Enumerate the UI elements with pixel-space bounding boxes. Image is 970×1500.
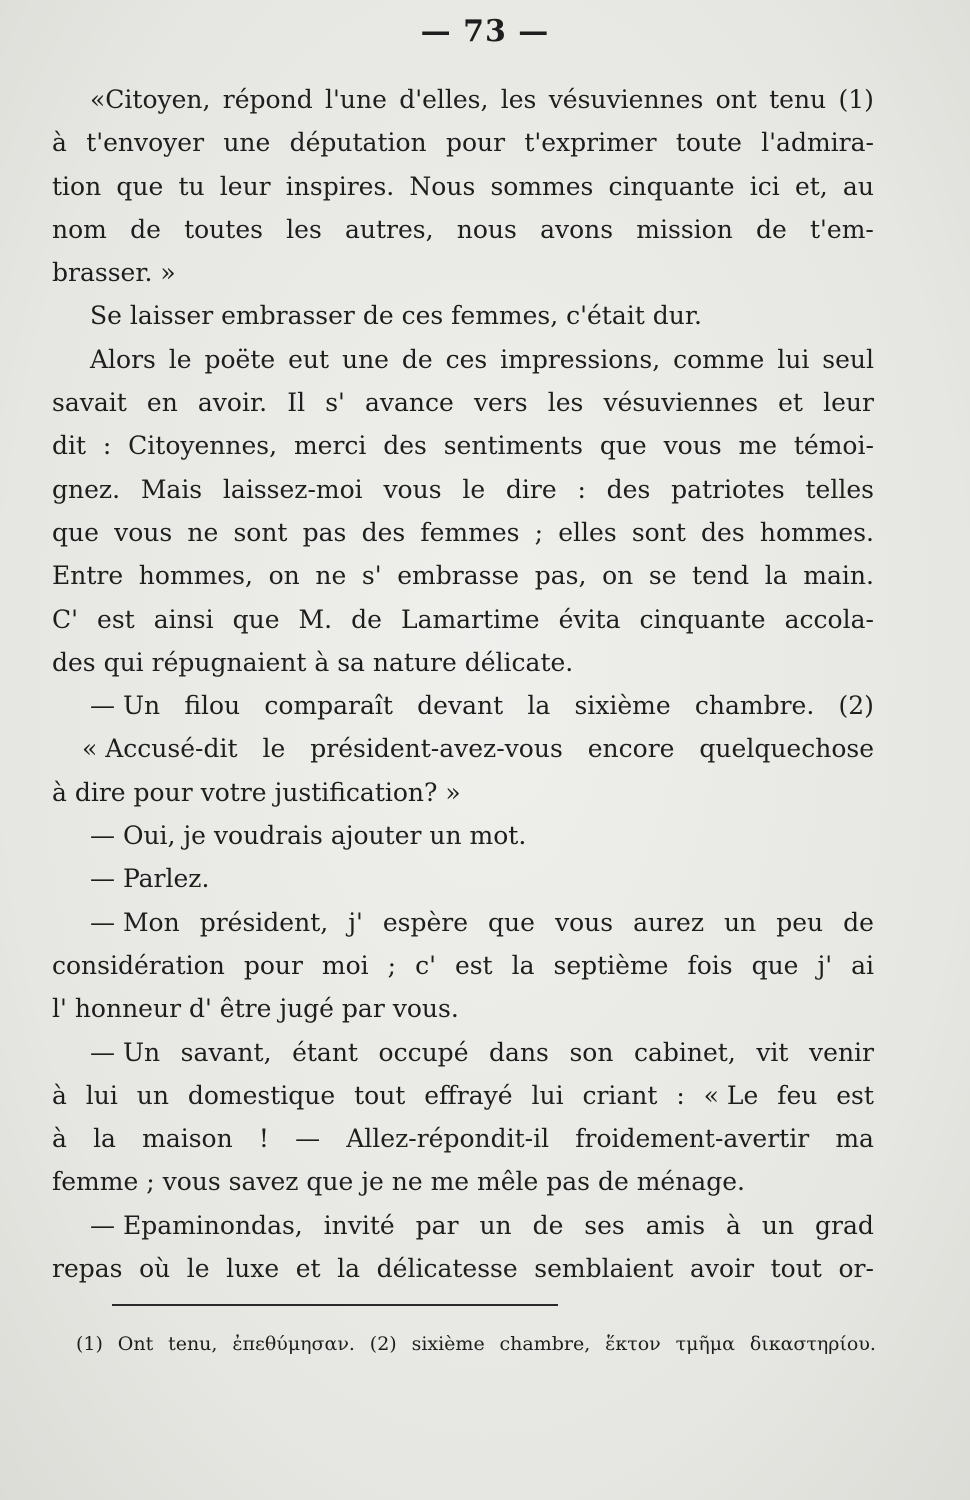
word: que — [488, 907, 535, 937]
word: « Accusé-dit — [82, 734, 238, 764]
word: d'elles, — [399, 85, 489, 114]
footnote-rule — [112, 1304, 558, 1306]
word: c' — [415, 950, 436, 980]
text-line — [52, 294, 874, 337]
footnote-word: chambre, — [499, 1333, 591, 1355]
word: Mais — [140, 474, 203, 504]
word: — Parlez. — [90, 864, 210, 894]
word: s' — [361, 561, 382, 591]
word: sommes — [490, 171, 594, 201]
word: inspires. — [285, 171, 395, 201]
text-line — [52, 857, 874, 900]
word: — Oui, je voudrais ajouter un mot. — [90, 821, 527, 851]
word: Allez-répondit-il — [346, 1124, 550, 1154]
word: maison — [142, 1124, 233, 1154]
word: témoi- — [793, 431, 874, 461]
word: t'exprimer — [524, 128, 657, 158]
text-line — [52, 771, 874, 814]
word: seul — [822, 344, 874, 374]
word: la — [93, 1124, 116, 1154]
word: invité — [323, 1210, 395, 1240]
word: où — [139, 1254, 171, 1284]
text-line — [52, 1117, 874, 1160]
page-number: — 73 — — [420, 14, 550, 49]
word: poëte — [204, 344, 276, 374]
word: la — [764, 561, 788, 591]
word: chambre. — [694, 691, 815, 721]
footnote-word: tenu, — [168, 1333, 218, 1355]
word: toute — [675, 128, 742, 158]
text-line — [52, 1074, 874, 1117]
footnote-word: τμῆμα — [675, 1333, 735, 1355]
word: sentiments — [443, 431, 583, 461]
word: hommes, — [138, 561, 253, 591]
word: : — [676, 1080, 685, 1110]
word: leur — [823, 388, 874, 418]
word: le — [262, 734, 286, 764]
word: savait — [52, 388, 127, 418]
word: venir — [809, 1037, 874, 1067]
word: sont — [233, 517, 288, 547]
word: Alors — [90, 344, 156, 374]
word: moi — [321, 950, 369, 980]
word: patriotes — [671, 474, 785, 504]
text-line — [52, 554, 874, 597]
word: vous — [114, 517, 173, 547]
word: au — [842, 171, 874, 201]
word: par — [415, 1210, 459, 1240]
word: froidement-avertir — [575, 1124, 810, 1154]
word: ai — [851, 950, 874, 980]
word: gnez. — [52, 474, 121, 504]
word: brasser. » — [52, 258, 176, 288]
word: repas — [52, 1254, 123, 1284]
word: Citoyennes, — [128, 431, 278, 461]
word: amis — [645, 1210, 706, 1240]
word: considération — [52, 950, 225, 980]
text-line — [52, 814, 874, 857]
word: eut — [288, 344, 330, 374]
page-body — [52, 78, 874, 1290]
word: s' — [325, 388, 345, 418]
word: toutes — [184, 214, 263, 244]
text-line — [52, 684, 874, 727]
word: peu — [776, 907, 824, 937]
word: luxe — [226, 1254, 280, 1284]
word: répond — [222, 85, 313, 114]
word: à — [52, 128, 67, 158]
text-line — [52, 901, 874, 944]
word: des — [383, 431, 427, 461]
word: ses — [584, 1210, 625, 1240]
word: fois — [687, 950, 733, 980]
word: vésuviennes — [603, 388, 759, 418]
word: que — [599, 431, 647, 461]
word: de — [843, 907, 874, 937]
word: ne — [315, 561, 347, 591]
word: à — [52, 1080, 67, 1110]
word: lui — [777, 344, 810, 374]
word: le — [462, 474, 486, 504]
word: et, — [794, 171, 828, 201]
word: (2) — [838, 691, 874, 721]
word: ici — [749, 171, 780, 201]
word: : — [102, 431, 112, 461]
word: pas, — [534, 561, 587, 591]
word: sont — [631, 517, 686, 547]
word: un — [724, 907, 757, 937]
word: le — [186, 1254, 210, 1284]
word: femme ; vous savez que je ne me mêle pas de ménage. — [52, 1167, 745, 1197]
word: les — [286, 214, 322, 244]
footnote-word: ἕκτον — [605, 1333, 661, 1355]
word: quelquechose — [699, 734, 874, 764]
word: vers — [473, 388, 528, 418]
word: ma — [835, 1124, 874, 1154]
word: le — [168, 344, 192, 374]
word: filou — [184, 691, 241, 721]
word: Entre — [52, 561, 124, 591]
word: dit — [52, 431, 87, 461]
word: avoir — [690, 1254, 755, 1284]
word: elles — [558, 517, 617, 547]
word: pour — [243, 950, 303, 980]
word: un — [136, 1080, 169, 1110]
word: députation — [289, 128, 427, 158]
word: tout — [770, 1254, 822, 1284]
word: ont — [715, 85, 757, 114]
word: femmes — [420, 517, 520, 547]
word: est — [97, 604, 135, 634]
word: main. — [803, 561, 874, 591]
word: domestique — [187, 1080, 336, 1110]
word: (1) — [838, 85, 874, 114]
word: — Mon — [90, 907, 180, 937]
word: M. — [298, 604, 333, 634]
word: avance — [365, 388, 454, 418]
word: Il — [287, 388, 306, 418]
text-line — [52, 598, 874, 641]
word: aurez — [633, 907, 705, 937]
word: vésuviennes — [548, 85, 704, 114]
word: président-avez-vous — [310, 734, 563, 764]
word: tion — [52, 171, 102, 201]
text-line — [52, 944, 874, 987]
text-line — [52, 1204, 874, 1247]
word: des — [701, 517, 745, 547]
word: on — [268, 561, 300, 591]
word: mission — [636, 214, 733, 244]
word: tu — [178, 171, 205, 201]
word: que — [116, 171, 164, 201]
word: des — [606, 474, 651, 504]
word: Nous — [409, 171, 476, 201]
word: vit — [756, 1037, 789, 1067]
word: pas — [302, 517, 347, 547]
word: merci — [293, 431, 367, 461]
word: me — [738, 431, 778, 461]
word: vous — [663, 431, 722, 461]
word: — Epaminondas, — [90, 1210, 303, 1240]
word: or- — [838, 1254, 874, 1284]
text-line — [52, 1247, 874, 1290]
word: l'admira- — [761, 128, 874, 158]
word: feu — [777, 1080, 818, 1110]
word: — Un — [90, 691, 161, 721]
word: occupé — [378, 1037, 469, 1067]
text-line — [52, 468, 874, 511]
word: la — [337, 1254, 361, 1284]
word: devant — [417, 691, 504, 721]
word: avons — [540, 214, 614, 244]
word: vous — [554, 907, 614, 937]
word: comme — [673, 344, 765, 374]
word: accola- — [784, 604, 874, 634]
word: des — [361, 517, 406, 547]
text-line — [52, 727, 874, 770]
text-line — [52, 641, 874, 684]
word: laissez-moi — [222, 474, 363, 504]
word: : — [577, 474, 586, 504]
word: est — [454, 950, 493, 980]
footnote-word: sixième — [411, 1333, 485, 1355]
word: t'envoyer — [86, 128, 205, 158]
word: impressions, — [500, 344, 661, 374]
word: semblaient — [534, 1254, 674, 1284]
text-line — [52, 987, 874, 1030]
text-line — [52, 1160, 874, 1203]
word: la — [511, 950, 535, 980]
word: ; — [534, 517, 544, 547]
word: Lamartime — [400, 604, 540, 634]
word: nom — [52, 214, 107, 244]
word: j' — [817, 950, 833, 980]
word: telles — [805, 474, 874, 504]
word: que — [751, 950, 799, 980]
text-line — [52, 424, 874, 467]
word: ! — [258, 1124, 269, 1154]
word: l'une — [325, 85, 387, 114]
word: Se laisser embrasser de ces femmes, c'était dur. — [90, 301, 702, 331]
word: — — [295, 1124, 321, 1154]
word: lui — [531, 1080, 564, 1110]
text-line — [52, 165, 874, 208]
footnote-word: δικαστηρίου. — [749, 1333, 876, 1355]
word: leur — [219, 171, 271, 201]
word: en — [146, 388, 178, 418]
word: «Citoyen, — [90, 85, 211, 114]
word: ces — [445, 344, 488, 374]
word: comparaît — [264, 691, 393, 721]
word: encore — [587, 734, 675, 764]
word: septième — [553, 950, 669, 980]
text-line — [52, 338, 874, 381]
word: autres, — [344, 214, 434, 244]
word: les — [500, 85, 537, 114]
word: ; — [387, 950, 397, 980]
word: criant — [582, 1080, 658, 1110]
word: tout — [354, 1080, 406, 1110]
word: vous — [383, 474, 442, 504]
word: on — [602, 561, 634, 591]
word: un — [479, 1210, 512, 1240]
word: de — [130, 214, 161, 244]
footnote-word: ἐπεθύμησαν. — [232, 1333, 355, 1355]
word: les — [547, 388, 584, 418]
word: C' — [52, 604, 79, 634]
word: se — [648, 561, 677, 591]
word: grad — [815, 1210, 874, 1240]
word: évita — [558, 604, 621, 634]
word: de — [532, 1210, 564, 1240]
word: l' honneur d' être jugé par vous. — [52, 994, 459, 1024]
text-line — [52, 251, 874, 294]
word: délicatesse — [376, 1254, 518, 1284]
footnote-word: Ont — [117, 1333, 154, 1355]
word: que — [232, 604, 280, 634]
word: ainsi — [153, 604, 214, 634]
word: dire — [505, 474, 557, 504]
word: est — [836, 1080, 874, 1110]
word: et — [778, 388, 803, 418]
footnote-word: (1) — [76, 1333, 103, 1355]
text-line — [52, 1031, 874, 1074]
word: de — [401, 344, 433, 374]
word: cinquante — [639, 604, 766, 634]
word: que — [52, 517, 99, 547]
word: embrasse — [397, 561, 520, 591]
text-line — [52, 121, 874, 164]
word: étant — [292, 1037, 358, 1067]
word: avoir. — [197, 388, 268, 418]
text-line — [52, 78, 874, 121]
word: sixième — [574, 691, 671, 721]
word: à — [726, 1210, 741, 1240]
word: t'em- — [810, 214, 874, 244]
text-line — [52, 511, 874, 554]
word: à dire pour votre justification? » — [52, 777, 461, 807]
footnote — [76, 1330, 876, 1358]
word: de — [351, 604, 382, 634]
word: et — [295, 1254, 321, 1284]
word: espère — [382, 907, 469, 937]
word: un — [761, 1210, 795, 1240]
word: une — [341, 344, 389, 374]
word: savant, — [180, 1037, 272, 1067]
word: cinquante — [608, 171, 735, 201]
word: « Le — [703, 1080, 759, 1110]
word: pour — [445, 128, 506, 158]
text-line — [52, 208, 874, 251]
word: son — [569, 1037, 614, 1067]
word: effrayé — [424, 1080, 513, 1110]
word: la — [527, 691, 551, 721]
word: hommes. — [759, 517, 874, 547]
word: ne — [187, 517, 219, 547]
text-line — [52, 381, 874, 424]
word: j' — [348, 907, 363, 937]
word: lui — [85, 1080, 118, 1110]
word: tend — [692, 561, 750, 591]
word: de — [756, 214, 787, 244]
word: président, — [199, 907, 329, 937]
word: des qui répugnaient à sa nature délicate. — [52, 647, 574, 677]
word: — Un — [90, 1037, 161, 1067]
footnote-word: (2) — [369, 1333, 397, 1355]
word: nous — [456, 214, 517, 244]
word: cabinet, — [633, 1037, 736, 1067]
word: tenu — [769, 85, 827, 114]
word: à — [52, 1124, 67, 1154]
word: une — [223, 128, 271, 158]
word: dans — [489, 1037, 549, 1067]
